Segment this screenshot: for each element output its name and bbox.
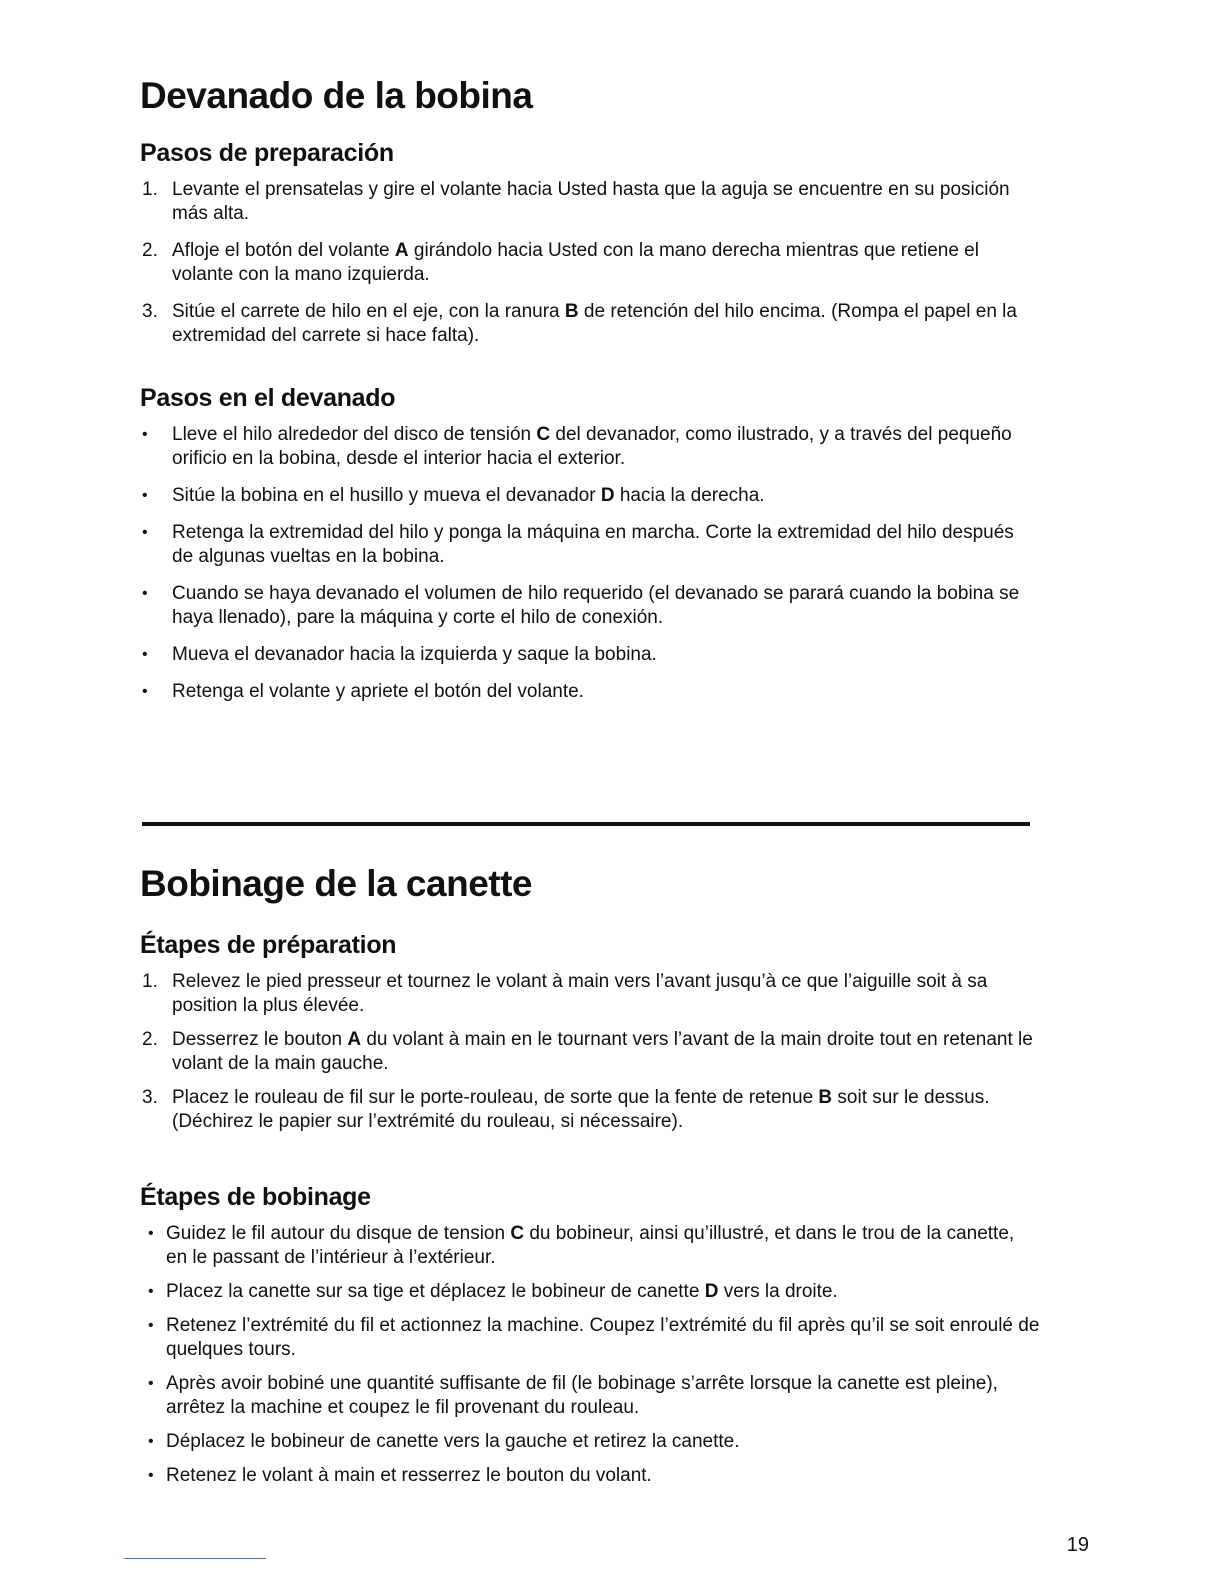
bullet-icon: • <box>148 1283 154 1300</box>
list-item <box>140 1222 1040 1270</box>
part-label: A <box>394 240 409 261</box>
step-number: 1. <box>142 971 158 992</box>
list-item <box>140 423 1040 471</box>
bullet-icon: • <box>142 646 148 663</box>
step-text-end: de retención del hilo encima. (Rompa el papel en la extremidad del carrete si hace falta). <box>172 301 1017 346</box>
list-item <box>140 1280 1040 1304</box>
step-number: 3. <box>142 301 158 322</box>
list-item <box>140 1372 1040 1420</box>
french-prep-heading: Étapes de préparation <box>140 931 397 959</box>
list-item <box>140 178 1040 226</box>
step-text-end: soit sur le dessus. (Déchirez le papier sur l’extrémité du rouleau, si nécessaire). <box>172 1087 990 1132</box>
list-item <box>140 521 1040 569</box>
spanish-prep-list <box>140 178 1040 348</box>
step-text: Levante el prensatelas y gire el volante hacia Usted hasta que la aguja se encuentre en su posición más alta. <box>172 179 1010 224</box>
step-number: 1. <box>142 179 158 200</box>
step-text-end: du bobineur, ainsi qu’illustré, et dans le trou de la canette, en le passant de l’intérieur à l’extérieur. <box>166 1223 1015 1268</box>
section-divider <box>142 822 1030 826</box>
part-label: D <box>600 485 615 506</box>
bullet-icon: • <box>148 1433 154 1450</box>
french-wind-heading: Étapes de bobinage <box>140 1183 371 1211</box>
list-item <box>140 643 1040 667</box>
french-section <box>140 858 1040 1498</box>
step-text-end: girándolo hacia Usted con la mano derecha mientras que retiene el volante con la mano izquierda. <box>172 240 979 285</box>
step-text-start: Afloje el botón del volante <box>172 240 395 261</box>
part-label: C <box>536 424 551 445</box>
spanish-wind-heading: Pasos en el devanado <box>140 384 396 412</box>
step-text: Déplacez le bobineur de canette vers la gauche et retirez la canette. <box>166 1431 740 1452</box>
step-text: Retenga el volante y apriete el botón del volante. <box>172 681 584 702</box>
bullet-icon: • <box>142 487 148 504</box>
french-wind-list <box>140 1222 1040 1488</box>
part-label: B <box>818 1087 833 1108</box>
list-item <box>140 1464 1040 1488</box>
list-item <box>140 1086 1040 1134</box>
list-item <box>140 1314 1040 1362</box>
list-item <box>140 239 1040 287</box>
bullet-icon: • <box>142 585 148 602</box>
step-number: 2. <box>142 1029 158 1050</box>
scan-artifact-line <box>124 1558 266 1559</box>
step-text-start: Placez le rouleau de fil sur le porte-rouleau, de sorte que la fente de retenue <box>172 1087 819 1108</box>
step-text-start: Guidez le fil autour du disque de tension <box>166 1223 511 1244</box>
step-text-start: Sitúe la bobina en el husillo y mueva el devanador <box>172 485 601 506</box>
step-text: Retenez l’extrémité du fil et actionnez la machine. Coupez l’extrémité du fil après qu’il se soit enroulé de quelques tours. <box>166 1315 1040 1360</box>
bullet-icon: • <box>142 683 148 700</box>
spanish-prep-heading: Pasos de preparación <box>140 139 394 167</box>
step-text-end: vers la droite. <box>718 1281 838 1302</box>
list-item <box>140 1430 1040 1454</box>
list-item <box>140 1028 1040 1076</box>
step-text-start: Placez la canette sur sa tige et déplacez le bobineur de canette <box>166 1281 705 1302</box>
list-item <box>140 582 1040 630</box>
step-text: Retenez le volant à main et resserrez le bouton du volant. <box>166 1465 652 1486</box>
step-text: Relevez le pied presseur et tournez le volant à main vers l’avant jusqu’à ce que l’aiguille soit à sa position la plus élevée. <box>172 971 988 1016</box>
step-text-start: Lleve el hilo alrededor del disco de tensión <box>172 424 537 445</box>
list-item <box>140 680 1040 704</box>
bullet-icon: • <box>148 1375 154 1392</box>
step-text-end: du volant à main en le tournant vers l’avant de la main droite tout en retenant le volant de la main gauche. <box>172 1029 1033 1074</box>
step-text: Retenga la extremidad del hilo y ponga la máquina en marcha. Corte la extremidad del hilo después de algunas vueltas en la bobina. <box>172 522 1014 567</box>
bullet-icon: • <box>142 524 148 541</box>
step-text-end: hacia la derecha. <box>614 485 765 506</box>
step-number: 3. <box>142 1087 158 1108</box>
page-number: 19 <box>1066 1534 1089 1556</box>
step-text: Après avoir bobiné une quantité suffisante de fil (le bobinage s’arrête lorsque la canette est pleine), arrêtez la machine et coupez le fil provenant du rouleau. <box>166 1373 998 1418</box>
step-text-start: Sitúe el carrete de hilo en el eje, con la ranura <box>172 301 565 322</box>
part-label: C <box>510 1223 525 1244</box>
bullet-icon: • <box>148 1467 154 1484</box>
part-label: B <box>564 301 579 322</box>
spanish-section <box>140 70 1040 717</box>
part-label: D <box>704 1281 719 1302</box>
french-title: Bobinage de la canette <box>140 863 532 904</box>
step-text-end: del devanador, como ilustrado, y a través del pequeño orificio en la bobina, desde el interior hacia el exterior. <box>172 424 1012 469</box>
step-text: Mueva el devanador hacia la izquierda y saque la bobina. <box>172 644 657 665</box>
bullet-icon: • <box>142 426 148 443</box>
list-item <box>140 300 1040 348</box>
step-number: 2. <box>142 240 158 261</box>
part-label: A <box>347 1029 362 1050</box>
step-text-start: Desserrez le bouton <box>172 1029 348 1050</box>
bullet-icon: • <box>148 1317 154 1334</box>
list-item <box>140 970 1040 1018</box>
spanish-wind-list <box>140 423 1040 704</box>
spanish-title: Devanado de la bobina <box>140 75 533 116</box>
step-text: Cuando se haya devanado el volumen de hilo requerido (el devanado se parará cuando la bobina se haya llenado), pare la máquina y corte el hilo de conexión. <box>172 583 1020 628</box>
bullet-icon: • <box>148 1225 154 1242</box>
french-prep-list <box>140 970 1040 1134</box>
list-item <box>140 484 1040 508</box>
